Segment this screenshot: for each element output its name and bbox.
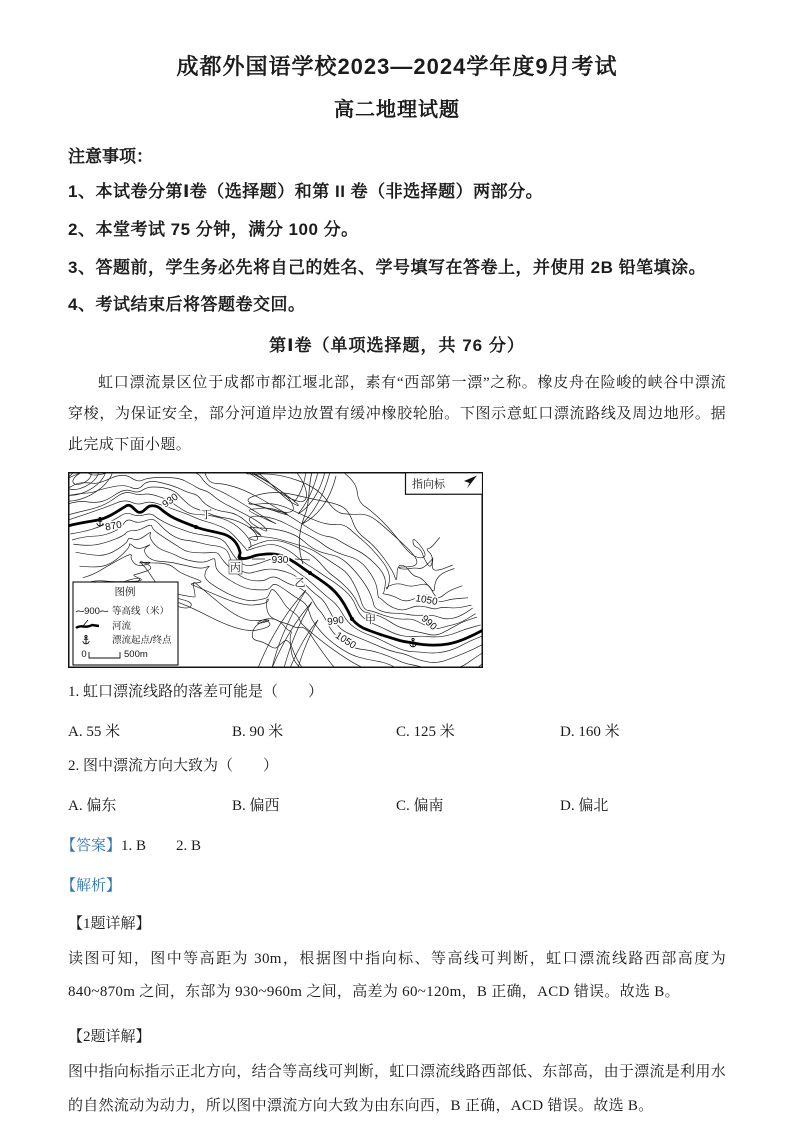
legend-contour-label: 等高线（米） bbox=[112, 605, 170, 617]
point-yi-label: 乙 bbox=[294, 576, 306, 589]
legend-title: 图例 bbox=[114, 585, 136, 598]
contour-label-1050-ne: 1050 bbox=[414, 592, 439, 608]
detail-2-text: 图中指向标指示正北方向，结合等高线可判断，虹口漂流线路西部低、东部高，由于漂流是利用水的自然流动为动力，所以图中漂流方向大致为由东向西，B 正确，ACD 错误。故选 B。 bbox=[68, 1064, 726, 1115]
reading-passage: 虹口漂流景区位于成都市都江堰北部，素有“西部第一漂”之称。橡皮舟在险峻的峡谷中漂流穿梭，为保证安全，部分河道岸边放置有缓冲橡胶轮胎。下图示意虹口漂流路线及周边地形。据此完成下面小题。 bbox=[68, 374, 726, 454]
q2-option-c: C. 偏南 bbox=[396, 798, 444, 815]
contour-label-990-mid: 990 bbox=[326, 614, 345, 628]
compass-label: 指向标 bbox=[412, 478, 445, 491]
analysis-label: 【解析】 bbox=[61, 877, 122, 894]
contour-label-990-east: 990 bbox=[418, 612, 439, 633]
notice-item-1: 1、本试卷分第Ⅰ卷（选择题）和第 II 卷（非选择题）两部分。 bbox=[68, 182, 544, 202]
question-1-options bbox=[68, 723, 726, 743]
q1-option-d: D. 160 米 bbox=[560, 723, 620, 740]
notice-section bbox=[68, 142, 726, 318]
point-yi-dot bbox=[308, 571, 312, 575]
contour-label-930-west: 930 bbox=[160, 491, 181, 510]
legend-river-label: 河流 bbox=[112, 620, 132, 632]
answer-text: 1. B 2. B bbox=[121, 837, 202, 854]
question-2-options bbox=[68, 797, 726, 817]
point-jia-dot bbox=[350, 617, 354, 621]
scale-zero-label: 0 bbox=[81, 648, 87, 660]
q1-option-a: A. 55 米 bbox=[68, 723, 121, 740]
contour-label-870: 870 bbox=[104, 519, 123, 533]
compass-box bbox=[406, 472, 483, 494]
detail-1-heading: 【1题详解】 bbox=[68, 915, 151, 932]
legend-anchor-label: 漂流起点/终点 bbox=[112, 634, 172, 646]
point-jia-label: 甲 bbox=[365, 613, 376, 626]
contour-label-1050-south: 1050 bbox=[333, 629, 358, 652]
page-title: 成都外国语学校2023—2024学年度9月考试 bbox=[176, 54, 618, 79]
notice-item-4: 4、考试结束后将答题卷交回。 bbox=[68, 295, 306, 315]
legend-contour-symbol-value: 900 bbox=[84, 605, 100, 617]
q1-option-b: B. 90 米 bbox=[232, 723, 284, 740]
detail-2-heading: 【2题详解】 bbox=[68, 1029, 151, 1046]
contour-label-930-mid: 930 bbox=[271, 554, 289, 566]
question-2-stem: 2. 图中漂流方向大致为（ ） bbox=[68, 758, 279, 775]
point-ding-label: 丁 bbox=[201, 508, 212, 521]
q1-option-c: C. 125 米 bbox=[396, 723, 455, 740]
point-bing-dot bbox=[238, 556, 242, 560]
q2-option-b: B. 偏西 bbox=[232, 798, 280, 815]
point-ding-dot bbox=[194, 525, 198, 529]
scale-distance-label: 500m bbox=[124, 648, 148, 660]
section-heading: 第Ⅰ卷（单项选择题，共 76 分） bbox=[269, 335, 525, 355]
detail-1-text: 读图可知，图中等高距为 30m，根据图中指向标、等高线可判断，虹口漂流线路西部高度为 840~870m 之间，东部为 930~960m 之间，高差为 60~120m，B 正确，ACD 错误。故选 B。 bbox=[68, 950, 726, 1001]
point-bing-label: 丙 bbox=[230, 561, 241, 574]
answer-row bbox=[61, 836, 726, 857]
q2-option-d: D. 偏北 bbox=[560, 798, 609, 815]
notice-item-3: 3、答题前，学生务必先将自己的姓名、学号填写在答卷上，并使用 2B 铅笔填涂。 bbox=[68, 257, 707, 277]
notice-item-2: 2、本堂考试 75 分钟，满分 100 分。 bbox=[68, 220, 359, 240]
map-legend bbox=[73, 582, 178, 665]
contour-map bbox=[68, 472, 483, 668]
answer-label: 【答案】 bbox=[61, 837, 122, 854]
notice-heading: 注意事项： bbox=[68, 147, 153, 167]
q2-option-a: A. 偏东 bbox=[68, 798, 117, 815]
question-1-stem: 1. 虹口漂流线路的落差可能是（ ） bbox=[68, 683, 324, 700]
page-subtitle: 高二地理试题 bbox=[334, 99, 460, 122]
analysis-row bbox=[61, 876, 726, 897]
topo-map-figure bbox=[68, 472, 726, 668]
